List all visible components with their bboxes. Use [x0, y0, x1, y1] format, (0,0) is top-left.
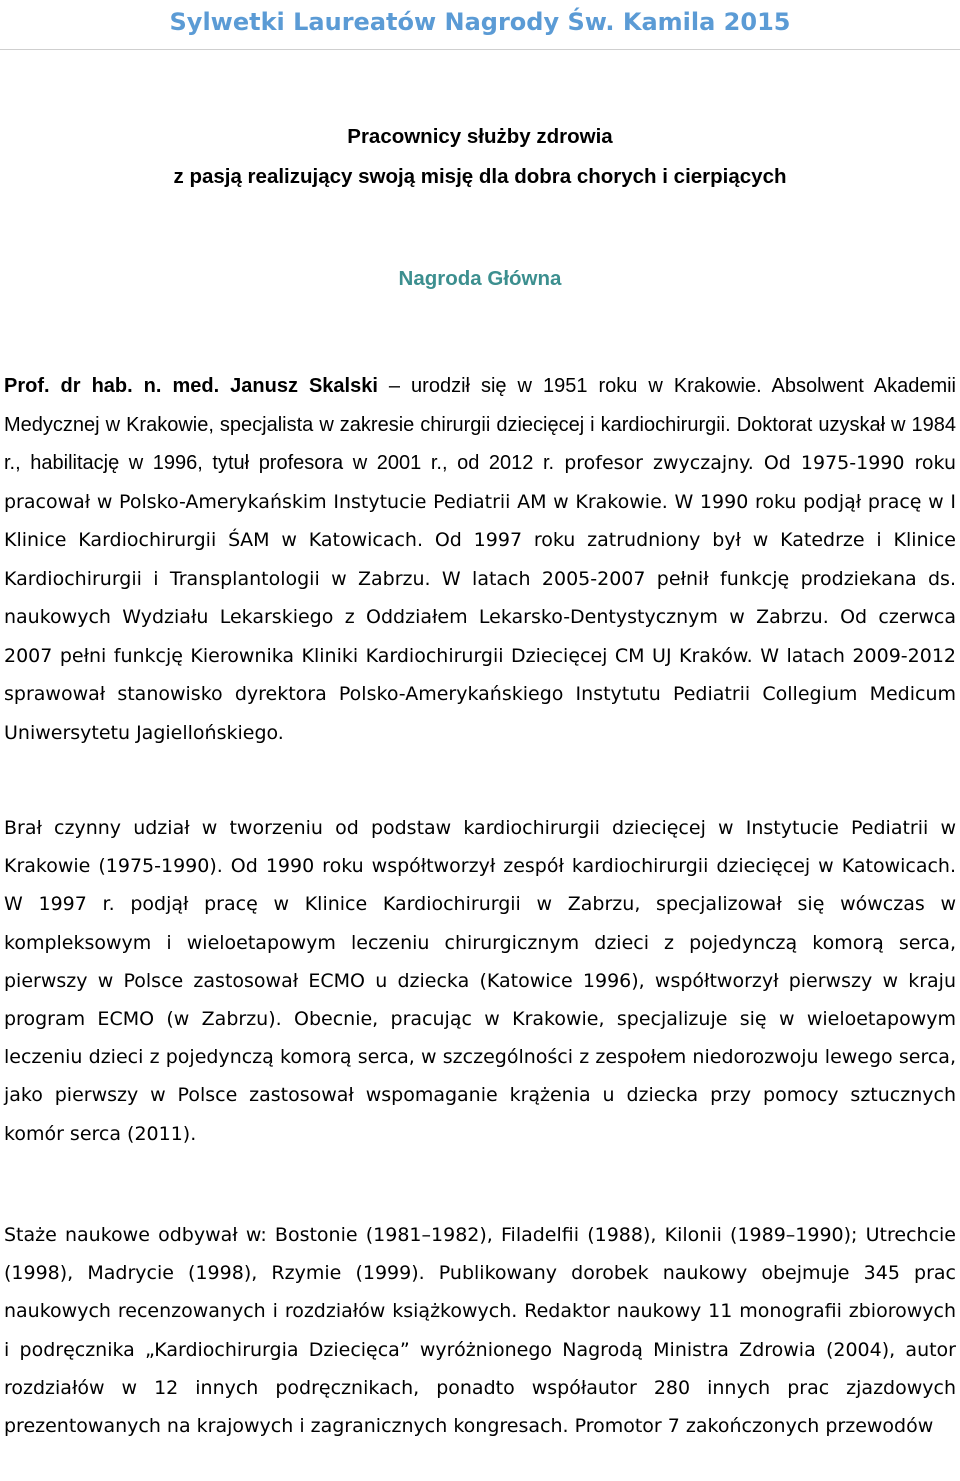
laureate-name: Prof. dr hab. n. med. Janusz Skalski: [4, 375, 378, 397]
bio-career-text: profesor zwyczajny. Od 1975-1990 roku pracował w Polsko-Amerykańskim Instytucie Pediatrii AM w Krakowie. W 1990 roku podjął pracę w I Klinice Kardiochirurgii ŚAM w Katowicach. Od 1997 roku zatrudniony był w Katedrze i Klinice Kardiochirurgii i Transplantologii w Zabrzu. W latach 2005-2007 pełnił funkcję prodziekana ds. naukowych Wydziału Lekarskiego z Oddziałem Lekarsko-Dentystycznym w Zabrzu. Od czerwca 2007 pełni funkcję Kierownika Kliniki Kardiochirurgii Dziecięcej CM UJ Kraków. W latach 2009-2012 sprawował stanowisko dyrektora Polsko-Amerykańskiego Instytutu Pediatrii Collegium Medicum Uniwersytetu Jagiellońskiego.: [4, 452, 957, 744]
bio-intro-text: urodził się w 1951 roku w Krakowie. Absolwent Akademii Medycznej w Krakowie, specjalista w zakresie chirurgii dziecięcej i kardiochirurgii. Doktorat uzyskał w 1984 r., habilitację w 1996, tytuł profesora w 2001 r., od 2012 r.: [4, 375, 956, 474]
bio-paragraph-1: [4, 367, 956, 752]
subtitle-line-1: Pracownicy służby zdrowia: [347, 125, 613, 148]
bio-paragraph-3: Staże naukowe odbywał w: Bostonie (1981–1982), Filadelfii (1988), Kilonii (1989–1990); Utrechcie (1998), Madrycie (1998), Rzymie (1999). Publikowany dorobek naukowy obejmuje 345 prac naukowych recenzowanych i rozdziałów książkowych. Redaktor naukowy 11 monografii zbiorowych i podręcznika „Kardiochirurgia Dziecięca” wyróżnionego Nagrodą Ministra Zdrowia (2004), autor rozdziałów w 12 innych podręcznikach, ponadto współautor 280 innych prac zjazdowych prezentowanych na krajowych i zagranicznych kongresach. Promotor 7 zakończonych przewodów: [4, 1224, 956, 1438]
page-header-title: Sylwetki Laureatów Nagrody Św. Kamila 2015: [169, 8, 791, 36]
award-category: Nagroda Główna: [398, 267, 562, 290]
header-divider: [0, 49, 960, 50]
bio-paragraph-2: Brał czynny udział w tworzeniu od podstaw kardiochirurgii dziecięcej w Instytucie Pediatrii w Krakowie (1975-1990). Od 1990 roku współtworzył zespół kardiochirurgii dziecięcej w Katowicach. W 1997 r. podjął pracę w Klinice Kardiochirurgii w Zabrzu, specjalizował się wówczas w kompleksowym i wieloetapowym leczeniu chirurgicznym dzieci z pojedynczą komorą serca, pierwszy w Polsce zastosował ECMO u dziecka (Katowice 1996), współtworzył pierwszy w kraju program ECMO (w Zabrzu). Obecnie, pracując w Krakowie, specjalizuje się w wieloetapowym leczeniu dzieci z pojedynczą komorą serca, w szczególności z zespołem niedorozwoju lewego serca, jako pierwszy w Polsce zastosował wspomaganie krążenia u dziecka przy pomocy sztucznych komór serca (2011).: [4, 817, 956, 1145]
name-dash: –: [377, 375, 412, 397]
subtitle-line-2: z pasją realizujący swoją misję dla dobra chorych i cierpiących: [173, 165, 787, 188]
